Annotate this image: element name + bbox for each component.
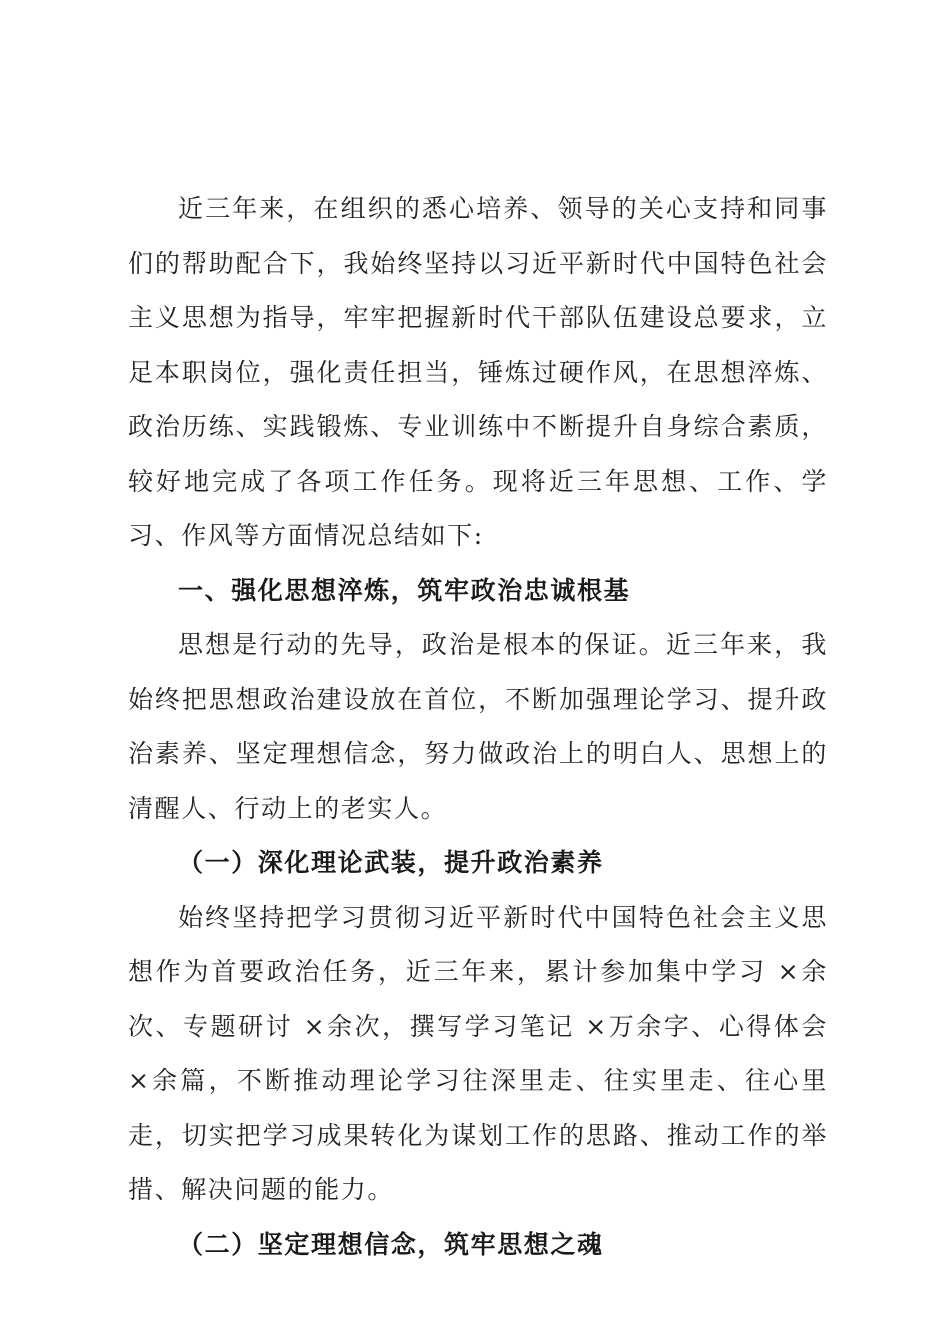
section-1-paragraph: 思想是行动的先导，政治是根本的保证。近三年来，我始终把思想政治建设放在首位，不断加强理论学习、提升政治素养、坚定理想信念，努力做政治上的明白人、思想上的清醒人、行动上的老实人。	[128, 630, 828, 823]
intro-paragraph: 近三年来，在组织的悉心培养、领导的关心支持和同事们的帮助配合下，我始终坚持以习近平新时代中国特色社会主义思想为指导，牢牢把握新时代干部队伍建设总要求，立足本职岗位，强化责任担当，锤炼过硬作风，在思想淬炼、政治历练、实践锻炼、专业训练中不断提升自身综合素质，较好地完成了各项工作任务。现将近三年思想、工作、学习、作风等方面情况总结如下:	[128, 194, 828, 550]
subsection-heading-1: （一）深化理论武装，提升政治素养	[178, 848, 604, 877]
document-body	[128, 182, 828, 1272]
section-heading-1: 一、强化思想淬炼，筑牢政治忠诚根基	[178, 575, 631, 605]
subsection-heading-2: （二）坚定理想信念，筑牢思想之魂	[178, 1229, 604, 1259]
subsection-1-paragraph: 始终坚持把学习贯彻习近平新时代中国特色社会主义思想作为首要政治任务，近三年来，累计参加集中学习 ×余次、专题研讨 ×余次，撰写学习笔记 ×万余字、心得体会 ×余篇，不断推动理论学习往深里走、往实里走、往心里走，切实把学习成果转化为谋划工作的思路、推动工作的举措、解决问题的能力。	[128, 902, 828, 1204]
